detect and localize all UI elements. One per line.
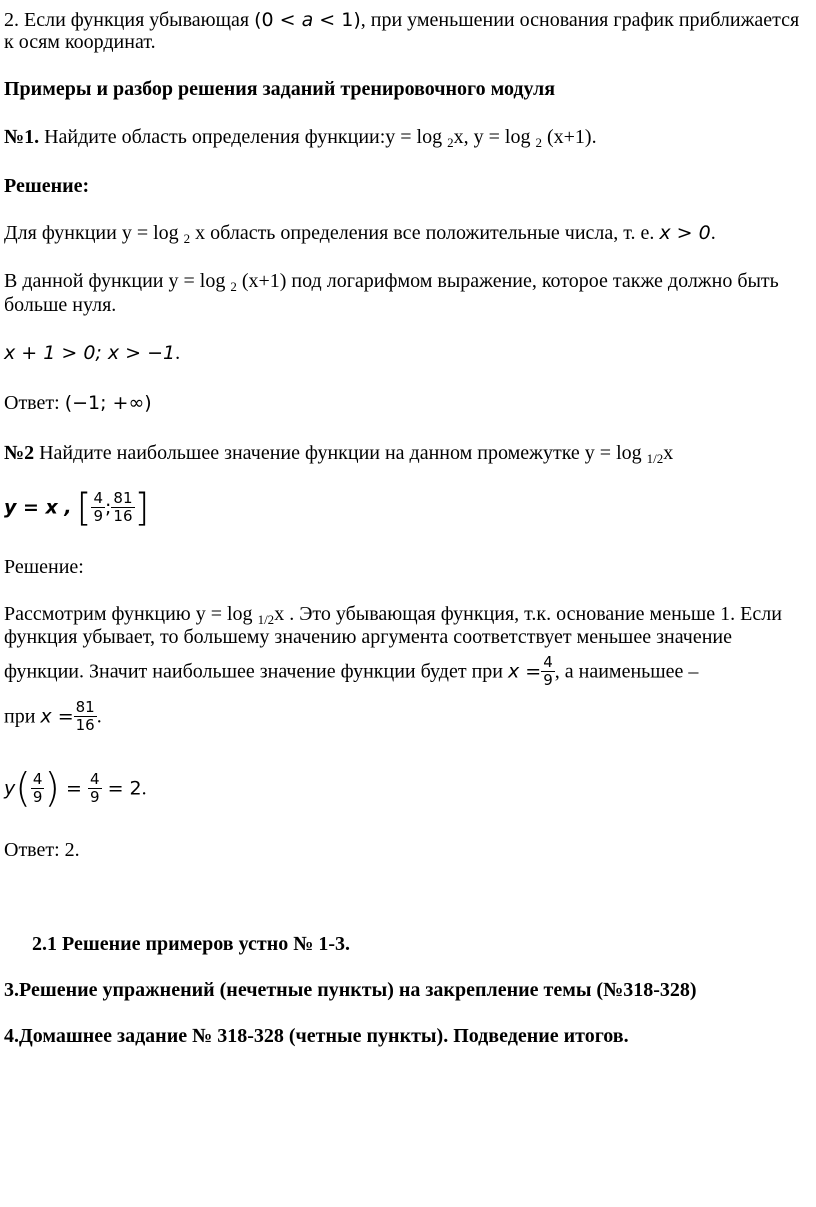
base-condition-formula: (0 < a < 1) <box>254 9 361 31</box>
solution1-line3: больше нуля. <box>4 294 117 316</box>
solution2-line1: Рассмотрим функцию у = log $_{1/2}$х . Это убывающая функция, т.к. основание меньше 1. Если <box>4 603 782 627</box>
inequality-formula: x + 1 > 0; x > −1 <box>4 342 176 364</box>
solution2-line3: функции. Значит наибольшее значение функции будет при x = $\frac{4}{9}$ , а наименьшее – <box>4 652 699 689</box>
examples-heading: Примеры и разбор решения заданий тренировочного модуля <box>4 78 556 100</box>
solution1-line2: В данной функции у = log $_2$ (х+1) под логарифмом выражение, которое также должно быть <box>4 270 779 294</box>
answer2: Ответ: 2. <box>4 839 80 861</box>
solution1-inequality: x + 1 > 0; x > −1. <box>4 342 181 364</box>
domain-inequality: x > 0 <box>659 222 711 244</box>
section-2-1: 2.1 Решение примеров устно № 1-3. <box>32 933 350 955</box>
task2-interval: y = x , [ $\frac{4}{9}$ ; $\frac{81}{16}$ ] <box>4 485 150 530</box>
solution1-line1: Для функции у = log $_2$ х область определения все положительные числа, т. е. x > 0. <box>4 222 716 246</box>
task2-number: №2 <box>4 442 35 464</box>
answer1-interval: (−1; +∞) <box>64 392 152 414</box>
solution2-line2: функция убывает, то большему значению аргумента соответствует меньшее значение <box>4 626 732 648</box>
solution2-label: Решение: <box>4 556 84 578</box>
task2-statement: №2 Найдите наибольшее значение функции на данном промежутке у = log $_{1/2}$х <box>4 442 674 466</box>
task1-number: №1. <box>4 126 40 148</box>
calculation-formula: y( $\frac{4}{9}$ ) = $\frac{4}{9}$ = 2. <box>4 765 147 812</box>
solution2-line4: при x = $\frac{81}{16}$ . <box>4 697 102 734</box>
section-3: 3.Решение упражнений (нечетные пункты) на закрепление темы (№318-328) <box>4 979 697 1001</box>
section-4: 4.Домашнее задание № 318-328 (четные пункты). Подведение итогов. <box>4 1025 629 1047</box>
intro-line-2: к осям координат. <box>4 31 156 53</box>
intro-text: 2. Если функция убывающая <box>4 9 255 31</box>
intro-line-1 <box>4 8 799 32</box>
task1-statement: №1. Найдите область определения функции:у = log $_2$х, у = log $_2$ (х+1). <box>4 126 597 150</box>
solution-heading: Решение: <box>4 175 90 197</box>
intro-text-cont: , при уменьшении основания график приближается <box>360 9 800 31</box>
answer1: Ответ: (−1; +∞) <box>4 392 152 414</box>
